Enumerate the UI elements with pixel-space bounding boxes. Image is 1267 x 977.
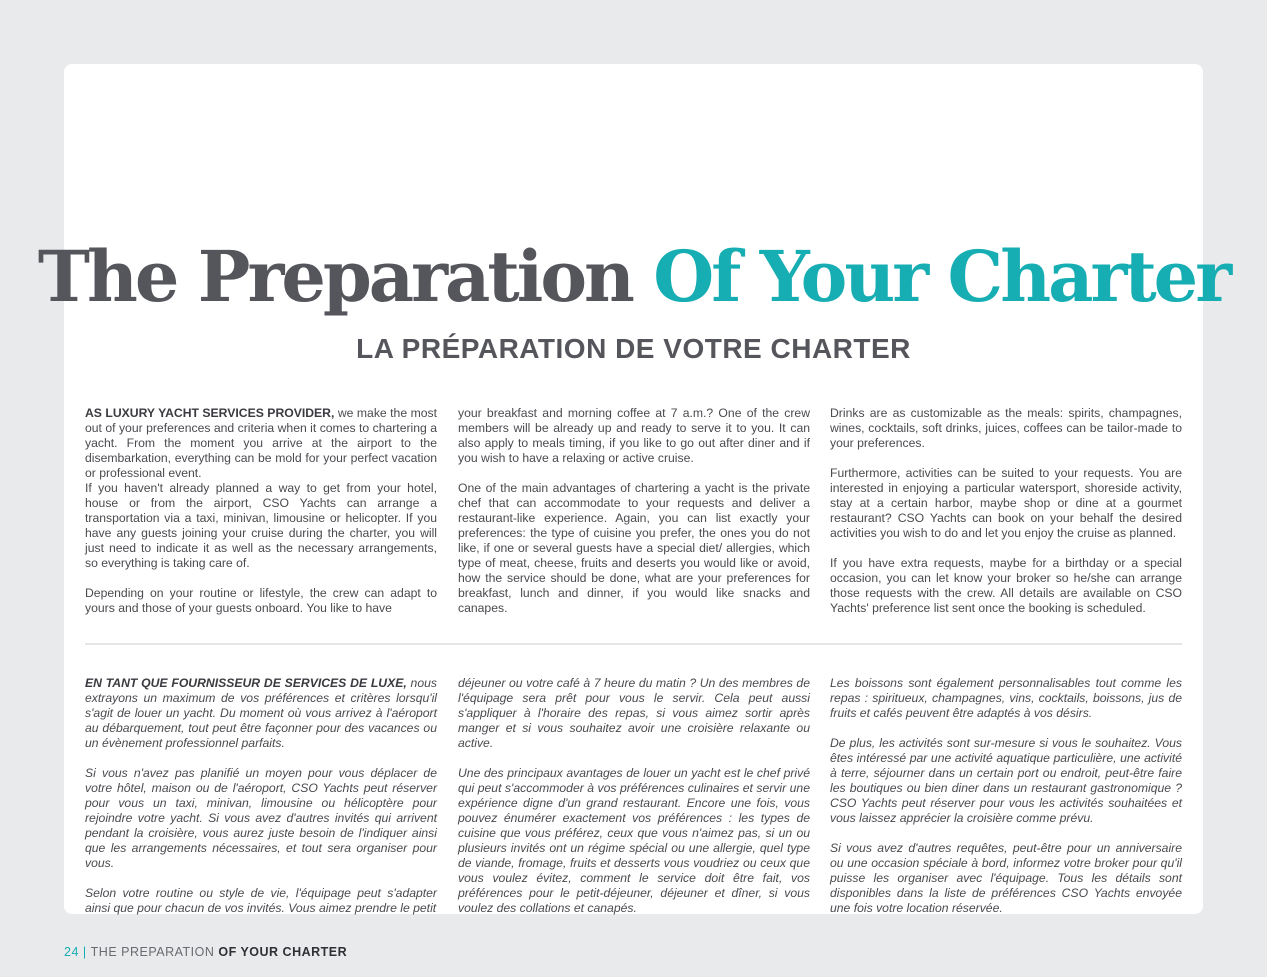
french-col2-paragraph-2: Une des principaux avantages de louer un yacht est le chef privé qui peut s'accommoder à vos préférences culinaires et servir une expérience digne d'un grand restaurant. Encore une fois, vous pouvez énumérer exactement vos préférences : les types de cuisine que vous préférez, ceux que vous n'aimez pas, si un ou plusieurs invités ont un régime spécial ou une allergie, quel type de viande, fromage, fruits et desserts vous voudriez ou ceux que vous voulez évitez, comment le service doit être fait, vos préférences pour le petit-déjeuner, déjeuner et dîner, si vous voulez des collations et canapés. [458, 766, 810, 915]
footer-separator: | [82, 945, 87, 959]
footer-label-light: THE PREPARATION [90, 945, 215, 959]
title-accent-part: Of Your Charter [653, 235, 1230, 318]
french-col2-paragraph-1: déjeuner ou votre café à 7 heure du matin ? Un des membres de l'équipage sera prêt pour vous le servir. Cela peut aussi s'appliquer à l'horaire des repas, si vous aimez sortir après manger et si vous souhaitez avoir une croisière relaxante ou active. [458, 676, 810, 750]
section-divider [85, 643, 1182, 645]
english-col3-paragraph-3: If you have extra requests, maybe for a birthday or a special occasion, you can let know your broker so he/she can arrange those requests with the crew. All details are available on CSO Yachts' preference list sent once the booking is scheduled. [830, 556, 1182, 615]
english-column-1 [85, 406, 437, 631]
french-col1-paragraph-1 [85, 676, 437, 751]
french-lead-heading: EN TANT QUE FOURNISSEUR DE SERVICES DE LUXE, [85, 676, 407, 690]
page-footer [64, 945, 347, 959]
english-col2-paragraph-2: One of the main advantages of chartering a yacht is the private chef that can accommodate to your requests and deliver a restaurant-like experience. Again, you can list exactly your preferences: the type of cuisine you prefer, the ones you do not like, if one or several guests have a special diet/ allergies, which type of meat, cheese, fruits and deserts you would like or avoid, how the service should be done, what are your preferences for breakfast, lunch and dinner, if you would like snacks and canapes. [458, 481, 810, 615]
french-col3-paragraph-1: Les boissons sont également personnalisables tout comme les repas : spiritueux, champagnes, vins, cocktails, boissons, jus de fruits et cafés peuvent être adaptés à vos désirs. [830, 676, 1182, 720]
french-col3-paragraph-2: De plus, les activités sont sur-mesure si vous le souhaitez. Vous êtes intéressé par une activité aquatique particulière, une activité à terre, séjourner dans un certain port ou endroit, peut-être faire les boutiques ou bien diner dans un restaurant gastronomique ? CSO Yachts peut réserver pour vous les activités souhaitées et vous laissez apprécier la croisière comme prévu. [830, 736, 1182, 825]
french-col1-paragraph-3: Selon votre routine ou style de vie, l'équipage peut s'adapter ainsi que pour chacun de vos invités. Vous aimez prendre le petit [85, 886, 437, 915]
page-number: 24 [64, 945, 79, 959]
english-col3-paragraph-2: Furthermore, activities can be suited to your requests. You are interested in enjoying a particular watersport, shoreside activity, stay at a certain harbor, maybe shop or dine at a gourmet restaurant? CSO Yachts can book on your behalf the desired activities you wish to do and let you enjoy the cruise as planned. [830, 466, 1182, 540]
french-col3-paragraph-3: Si vous avez d'autres requêtes, peut-être pour un anniversaire ou une occasion spéciale à bord, informez votre broker pour qu'il puisse les organiser avec l'équipage. Tous les détails sont disponibles dans la liste de préférences CSO Yachts envoyée une fois votre location réservée. [830, 841, 1182, 915]
english-col2-paragraph-1: your breakfast and morning coffee at 7 a.m.? One of the crew members will be already up and ready to serve it to you. It can also apply to meals timing, if you like to go out after diner and if you wish to have a relaxing or active cruise. [458, 406, 810, 465]
title-dark-part: The Preparation [37, 235, 632, 318]
english-col3-paragraph-1: Drinks are as customizable as the meals: spirits, champagnes, wines, cocktails, soft drinks, juices, coffees can be tailor-made to your preferences. [830, 406, 1182, 450]
english-col1-p1-text: we make the most out of your preferences and criteria when it comes to chartering a yacht. From the moment you arrive at the airport to the disembarkation, everything can be mold for your perfect vacation or professional event. [85, 406, 437, 480]
footer-label-bold: OF YOUR CHARTER [218, 945, 348, 959]
english-lead-heading: AS LUXURY YACHT SERVICES PROVIDER, [85, 406, 335, 420]
english-col1-paragraph-3: Depending on your routine or lifestyle, the crew can adapt to yours and those of your guests onboard. You like to have [85, 586, 437, 615]
english-column-3 [830, 406, 1182, 631]
french-col1-p1-text: nous extrayons un maximum de vos préférences et critères lorsqu'il s'agit de louer un yacht. Du moment où vous arrivez à l'aéroport au débarquement, tout peut être façonner pour des vacances ou un évènement professionnel parfaits. [85, 676, 437, 750]
page-title [0, 232, 1267, 322]
french-column-3 [830, 676, 1182, 931]
french-column-1 [85, 676, 437, 931]
french-col1-paragraph-2: Si vous n'avez pas planifié un moyen pour vous déplacer de votre hôtel, maison ou de l'aéroport, CSO Yachts peut réserver pour vous un taxi, minivan, limousine ou hélicoptère pour rejoindre votre yacht. Si vous avez d'autres invités qui arrivent pendant la croisière, vous aurez juste besoin de l'indiquer ainsi que les arrangements nécessaires, et tout sera organiser pour vous. [85, 766, 437, 870]
english-column-2 [458, 406, 810, 631]
french-column-2 [458, 676, 810, 931]
english-col1-paragraph-1 [85, 406, 437, 481]
english-col1-paragraph-2: If you haven't already planned a way to get from your hotel, house or from the airport, CSO Yachts can arrange a transportation via a taxi, minivan, limousine or helicopter. If you have any guests joining your cruise during the charter, you will just need to indicate it as well as the necessary arrangements, so everything is taking care of. [85, 481, 437, 570]
page-subtitle: LA PRÉPARATION DE VOTRE CHARTER [356, 333, 911, 364]
